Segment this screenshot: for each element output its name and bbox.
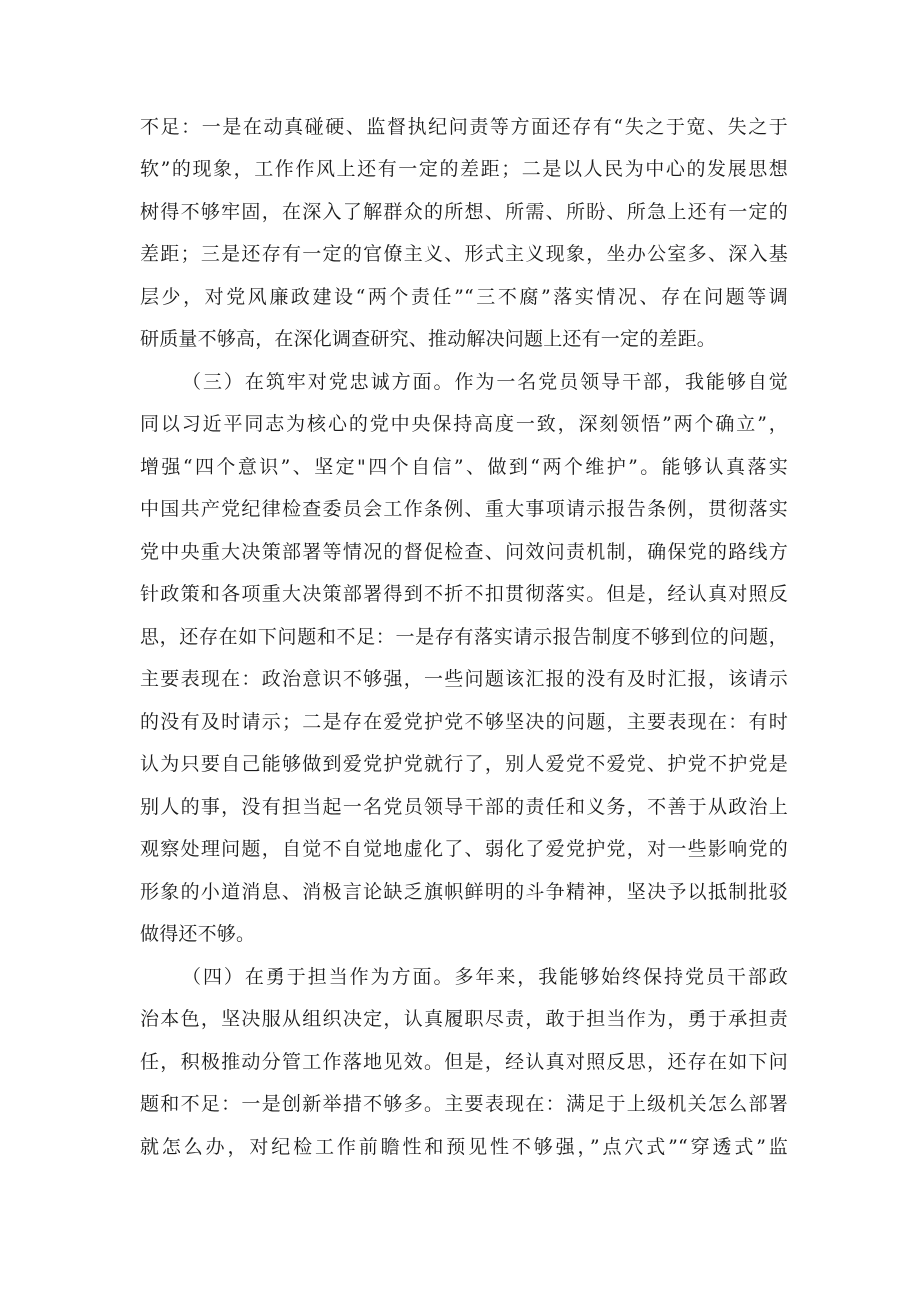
text-line: 做得还不够。 <box>140 923 256 945</box>
text-line: 针政策和各项重大决策部署得到不折不扣贯彻落实。但是，经认真对照反 <box>140 583 788 605</box>
text-line: 思，还存在如下问题和不足：一是存有落实请示报告制度不够到位的问题， <box>140 626 788 648</box>
text-line: 不足：一是在动真碰硬、监督执纪问责等方面还存有“失之于宽、失之于 <box>140 116 788 138</box>
text-line: 观察处理问题，自觉不自觉地虚化了、弱化了爱党护党，对一些影响党的 <box>140 838 788 860</box>
section-heading-four: （四）在勇于担当作为方面。多年来，我能够始终保持党员干部政 <box>182 966 788 988</box>
text-line: 认为只要自己能够做到爱党护党就行了，别人爱党不爱党、护党不护党是 <box>140 753 788 775</box>
section-heading-three: （三）在筑牢对党忠诚方面。作为一名党员领导干部，我能够自觉 <box>182 371 788 393</box>
text-line: 主要表现在：政治意识不够强，一些问题该汇报的没有及时汇报，该请示 <box>140 668 788 690</box>
text-line: 的没有及时请示；二是存在爱党护党不够坚决的问题，主要表现在：有时 <box>140 711 788 733</box>
text-line: 研质量不够高，在深化调查研究、推动解决问题上还有一定的差距。 <box>140 328 717 350</box>
text-line: 层少，对党风廉政建设“两个责任”“三不腐”落实情况、存在问题等调 <box>140 286 788 308</box>
text-line: 树得不够牢固，在深入了解群众的所想、所需、所盼、所急上还有一定的 <box>140 201 788 223</box>
text-line: 党中央重大决策部署等情况的督促检查、问效问责机制，确保党的路线方 <box>140 541 788 563</box>
text-line: 软”的现象，工作作风上还有一定的差距；二是以人民为中心的发展思想 <box>140 158 788 180</box>
text-line: 就怎么办，对纪检工作前瞻性和预见性不够强，”点穴式”“穿透式”监 <box>140 1136 788 1158</box>
text-line: 差距；三是还存有一定的官僚主义、形式主义现象，坐办公室多、深入基 <box>140 243 788 265</box>
text-line: 别人的事，没有担当起一名党员领导干部的责任和义务，不善于从政治上 <box>140 796 788 818</box>
text-line: 治本色，坚决服从组织决定，认真履职尽责，敢于担当作为，勇于承担责 <box>140 1008 788 1030</box>
text-line: 题和不足：一是创新举措不够多。主要表现在：满足于上级机关怎么部署 <box>140 1093 788 1115</box>
text-line: 同以习近平同志为核心的党中央保持高度一致，深刻领悟”两个确立”， <box>140 413 788 435</box>
text-line: 形象的小道消息、消极言论缺乏旗帜鲜明的斗争精神，坚决予以抵制批驳 <box>140 881 788 903</box>
text-line: 任，积极推动分管工作落地见效。但是，经认真对照反思，还存在如下问 <box>140 1051 788 1073</box>
text-line: 增强“四个意识”、坚定"四个自信”、做到“两个维护”。能够认真落实 <box>140 456 788 478</box>
text-line: 中国共产党纪律检查委员会工作条例、重大事项请示报告条例，贯彻落实 <box>140 498 788 520</box>
